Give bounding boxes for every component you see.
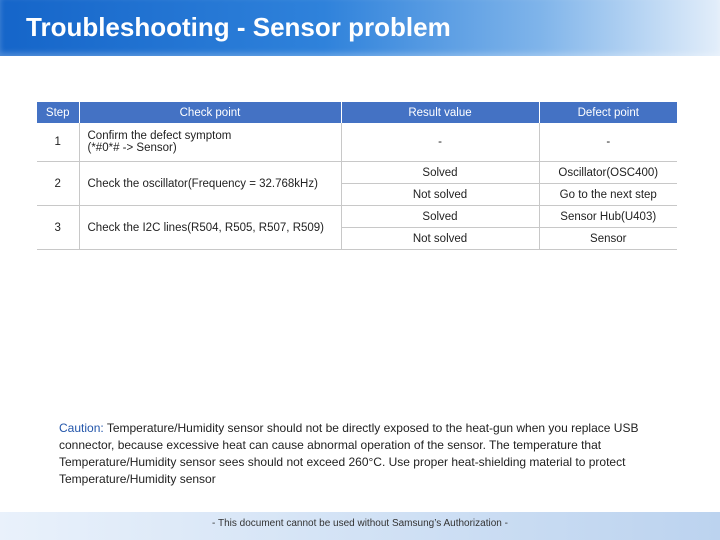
result-value: Solved [341, 162, 539, 184]
table-row [37, 206, 677, 228]
caution-text: Temperature/Humidity sensor should not be directly exposed to the heat-gun when you replace USB connector, because excessive heat can cause abnormal operation of the sensor. The temperature that Temperature/Humidity sensor sees should not exceed 260°C. Use proper heat-shielding material to protect Temperature/Humidity sensor [59, 421, 639, 486]
header-step: Step [37, 102, 79, 123]
result-value: - [341, 123, 539, 162]
check-point-line: Confirm the defect symptom [87, 130, 232, 142]
table-header-row [37, 102, 677, 123]
step-number: 1 [37, 123, 79, 162]
check-point-cell [79, 123, 341, 162]
troubleshooting-table [37, 102, 677, 250]
defect-point: - [539, 123, 677, 162]
header-check-point: Check point [79, 102, 341, 123]
step-number: 2 [37, 162, 79, 206]
check-point-cell: Check the oscillator(Frequency = 32.768kHz) [79, 162, 341, 206]
header-result-value: Result value [341, 102, 539, 123]
check-point-line: (*#0*# -> Sensor) [87, 142, 177, 154]
defect-point: Sensor Hub(U403) [539, 206, 677, 228]
footer-notice: - This document cannot be used without Samsung’s Authorization - [212, 518, 508, 529]
result-value: Not solved [341, 184, 539, 206]
table-row [37, 123, 677, 162]
defect-point: Sensor [539, 228, 677, 250]
header-defect-point: Defect point [539, 102, 677, 123]
page-title: Troubleshooting - Sensor problem [26, 12, 451, 42]
caution-note [59, 420, 661, 488]
result-value: Not solved [341, 228, 539, 250]
step-number: 3 [37, 206, 79, 250]
defect-point: Oscillator(OSC400) [539, 162, 677, 184]
check-point-cell: Check the I2C lines(R504, R505, R507, R509) [79, 206, 341, 250]
caution-label: Caution: [59, 421, 104, 435]
defect-point: Go to the next step [539, 184, 677, 206]
result-value: Solved [341, 206, 539, 228]
table-row [37, 162, 677, 184]
